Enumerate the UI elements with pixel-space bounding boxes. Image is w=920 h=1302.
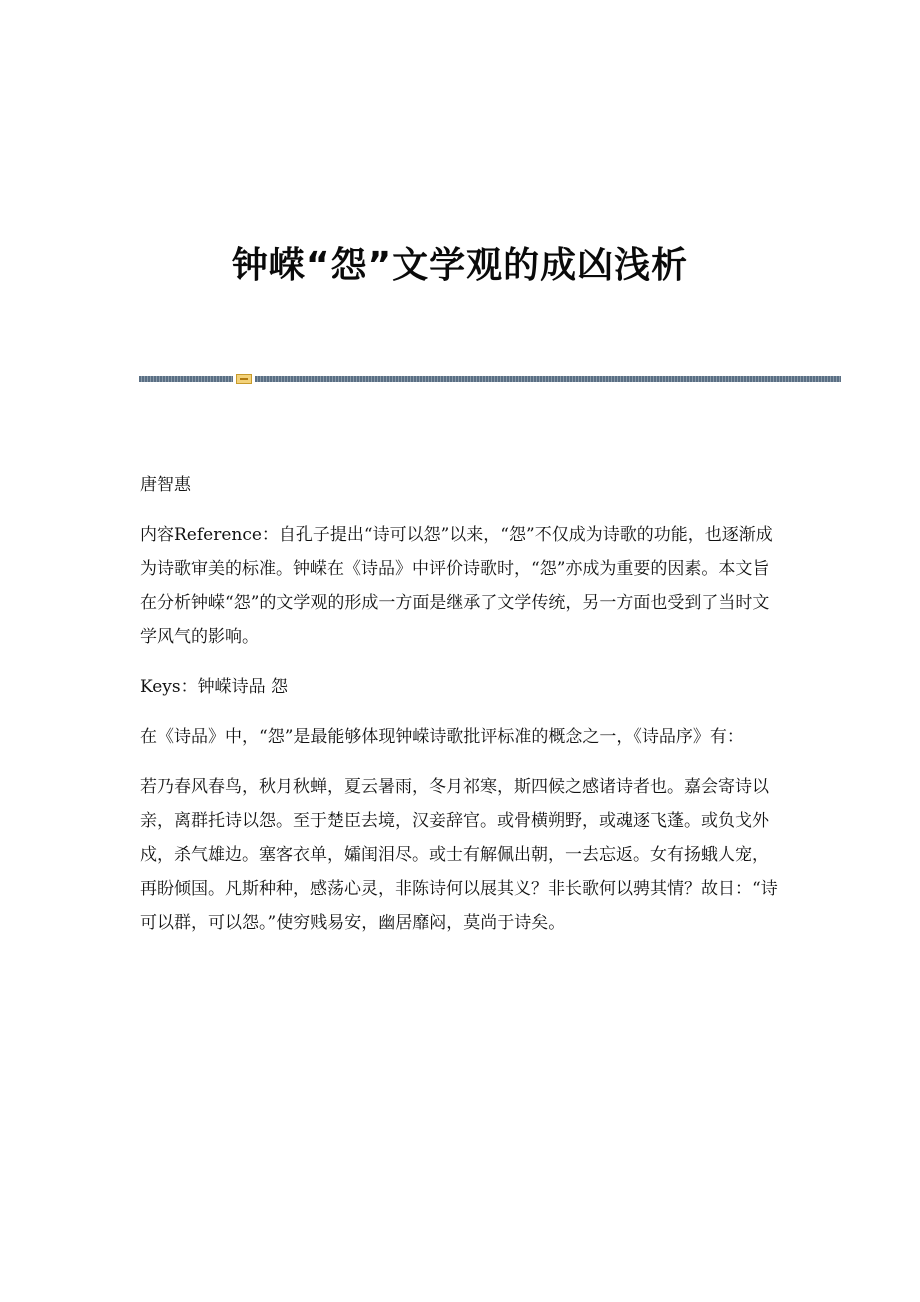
document-title: 钟嵘“怨”文学观的成凶浅析 [231,245,689,287]
keywords-line: Keys：钟嵘诗品 怨 [140,677,289,697]
document-body [140,468,780,956]
body-paragraph-1: 在《诗品》中，“怨”是最能够体现钟嵘诗歌批评标准的概念之一，《诗品序》有： [140,727,744,747]
title-divider [139,374,841,384]
divider-ornament-icon [236,374,252,384]
body-paragraph-2: 若乃春风春鸟，秋月秋蝉，夏云暑雨，冬月祁寒，斯四候之感诸诗者也。嘉会寄诗以亲，离群托诗以怨。至于楚臣去境，汉妾辞官。或骨横朔野，或魂逐飞蓬。或负戈外戍，杀气雄边。塞客衣单，孀闺泪尽。或士有解佩出朝，一去忘返。女有扬蛾人宠，再盼倾国。凡斯种种，感荡心灵，非陈诗何以展其义？非长歌何以骋其情？故日：“诗可以群，可以怨。”使穷贱易安，幽居靡闷，莫尚于诗矣。 [140,777,778,933]
divider-bar-right [255,376,841,382]
divider-bar-left [139,376,233,382]
abstract-paragraph: 内容Reference：自孔子提出“诗可以怨”以来，“怨”不仅成为诗歌的功能，也逐渐成为诗歌审美的标准。钟嵘在《诗品》中评价诗歌时，“怨”亦成为重要的因素。本文旨在分析钟嵘“怨”的文学观的形成一方面是继承了文学传统，另一方面也受到了当时文学风气的影响。 [140,525,773,647]
author-name: 唐智惠 [140,475,191,495]
